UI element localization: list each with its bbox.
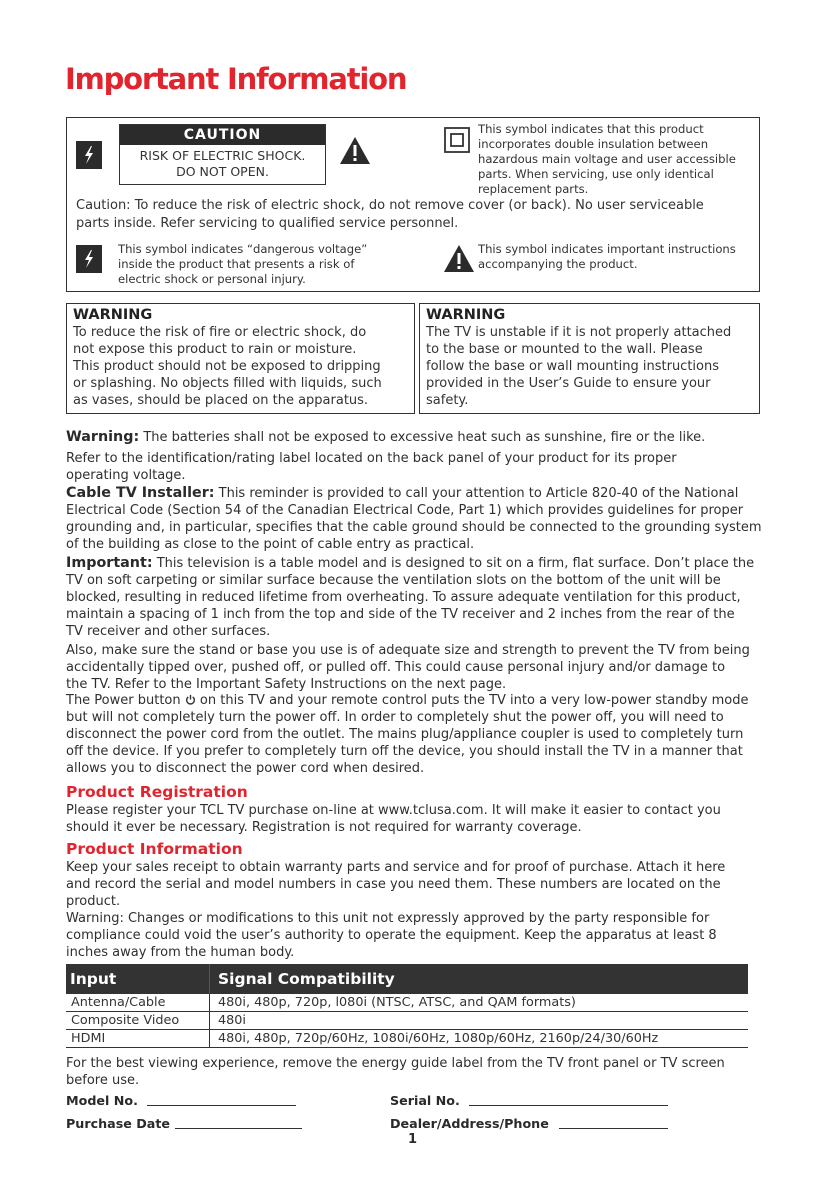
warning-box-stability: WARNING The TV is unstable if it is not properly attached to the base or mounted to the wall. Please follow the base or wall mounting instructions provided in the User’s Guide to ensure your safety. bbox=[419, 303, 760, 414]
product-registration-heading: Product Registration bbox=[66, 783, 248, 801]
viewing-note: For the best viewing experience, remove the energy guide label from the TV front panel or TV screen before use. bbox=[66, 1056, 725, 1088]
caution-header: CAUTION bbox=[120, 125, 325, 145]
battery-warning: Warning: The batteries shall not be exposed to excessive heat such as sunshine, fire or the like. bbox=[66, 429, 706, 445]
product-registration-text: Please register your TCL TV purchase on-line at www.tclusa.com. It will make it easier to contact you should it ever be necessary. Registration is not required for warranty coverage. bbox=[66, 803, 721, 835]
exclamation-triangle-icon bbox=[339, 136, 371, 165]
model-no-field[interactable] bbox=[147, 1105, 296, 1106]
warning-box-fire: WARNING To reduce the risk of fire or electric shock, do not expose this product to rain or moisture. This product should not be exposed to dripping or splashing. No objects filled with liquids, such as vases, should be placed on the apparatus. bbox=[66, 303, 415, 414]
important-instructions-text: This symbol indicates important instructions accompanying the product. bbox=[478, 242, 736, 271]
double-insulation-text: This symbol indicates that this product incorporates double insulation between hazardous main voltage and user accessible parts. When servicing, use only identical replacement parts. bbox=[478, 122, 736, 196]
dealer-field[interactable] bbox=[559, 1128, 668, 1129]
stand-note: Also, make sure the stand or base you use is of adequate size and strength to prevent the TV from being accidentally tipped over, pushed off, or pulled off. This could cause personal injury and/or damage to the TV. Refer to the Important Safety Instructions on the next page. bbox=[66, 643, 750, 692]
caution-line: RISK OF ELECTRIC SHOCK. bbox=[139, 148, 306, 163]
purchase-date-label: Purchase Date bbox=[66, 1116, 171, 1131]
serial-no-label: Serial No. bbox=[390, 1093, 460, 1108]
model-no-label: Model No. bbox=[66, 1093, 138, 1108]
table-row: HDMI 480i, 480p, 720p/60Hz, 1080i/60Hz, 1080p/60Hz, 2160p/24/30/60Hz bbox=[66, 1030, 748, 1048]
table-header-signal: Signal Compatibility bbox=[210, 964, 749, 994]
table-row: Composite Video 480i bbox=[66, 1012, 748, 1030]
product-information-heading: Product Information bbox=[66, 840, 243, 858]
page-title: Important Information bbox=[65, 62, 407, 96]
important-note: Important: This television is a table model and is designed to sit on a firm, flat surface. Don’t place the TV on soft carpeting or similar surface because the ventilation slots on the bottom of the unit will be blocked, resulting in reduced lifetime from overheating. To assure adequate ventilation for this product, maintain a spacing of 1 inch from the top and side of the TV receiver and 2 inches from the rear of the TV receiver and other surfaces. bbox=[66, 555, 755, 639]
cable-installer-note: Cable TV Installer: This reminder is provided to call your attention to Article 820-40 of the National Electrical Code (Section 54 of the Canadian Electrical Code, Part 1) which provides guidelines for proper grounding and, in particular, specifies that the cable ground should be connected to the grounding system of the building as close to the point of cable entry as practical. bbox=[66, 485, 762, 552]
power-note: The Power button on this TV and your remote control puts the TV into a very low-power standby mode but will not completely turn the power off. In order to completely shut the power off, you will need to disconnect the power cord from the outlet. The mains plug/appliance coupler is used to completely turn off the device. If you prefer to completely turn off the device, you should install the TV in a manner that allows you to disconnect the power cord when desired. bbox=[66, 693, 749, 776]
warning-heading: WARNING bbox=[73, 307, 153, 323]
exclamation-triangle-icon bbox=[443, 244, 475, 273]
signal-compatibility-table bbox=[66, 964, 748, 1048]
serial-no-field[interactable] bbox=[469, 1105, 668, 1106]
page-number: 1 bbox=[408, 1132, 418, 1147]
product-information-text: Keep your sales receipt to obtain warranty parts and service and for proof of purchase. Attach it here and record the serial and model numbers in case you need them. These numbers are located on the product. Warning: Changes or modifications to this unit not expressly approved by the party responsible for compliance could void the user’s authority to operate the equipment. Keep the apparatus at least 8 inches away from the human body. bbox=[66, 860, 726, 960]
caution-label bbox=[119, 124, 326, 185]
purchase-date-field[interactable] bbox=[175, 1128, 302, 1129]
rating-label-note: Refer to the identification/rating label located on the back panel of your product for its proper operating voltage. bbox=[66, 451, 677, 483]
caution-text: Caution: To reduce the risk of electric shock, do not remove cover (or back). No user serviceable parts inside. Refer servicing to qualified service personnel. bbox=[76, 198, 704, 231]
lightning-icon bbox=[76, 245, 102, 273]
dealer-label: Dealer/Address/Phone bbox=[390, 1116, 549, 1131]
warning-heading: WARNING bbox=[426, 307, 506, 323]
table-row: Antenna/Cable 480i, 480p, 720p, l080i (NTSC, ATSC, and QAM formats) bbox=[66, 994, 748, 1012]
power-icon bbox=[185, 694, 196, 705]
double-insulation-icon bbox=[444, 127, 470, 153]
table-header-input: Input bbox=[66, 964, 210, 994]
caution-line: DO NOT OPEN. bbox=[176, 164, 269, 179]
lightning-icon bbox=[76, 141, 102, 169]
dangerous-voltage-text: This symbol indicates “dangerous voltage” inside the product that presents a risk of electric shock or personal injury. bbox=[118, 242, 368, 286]
